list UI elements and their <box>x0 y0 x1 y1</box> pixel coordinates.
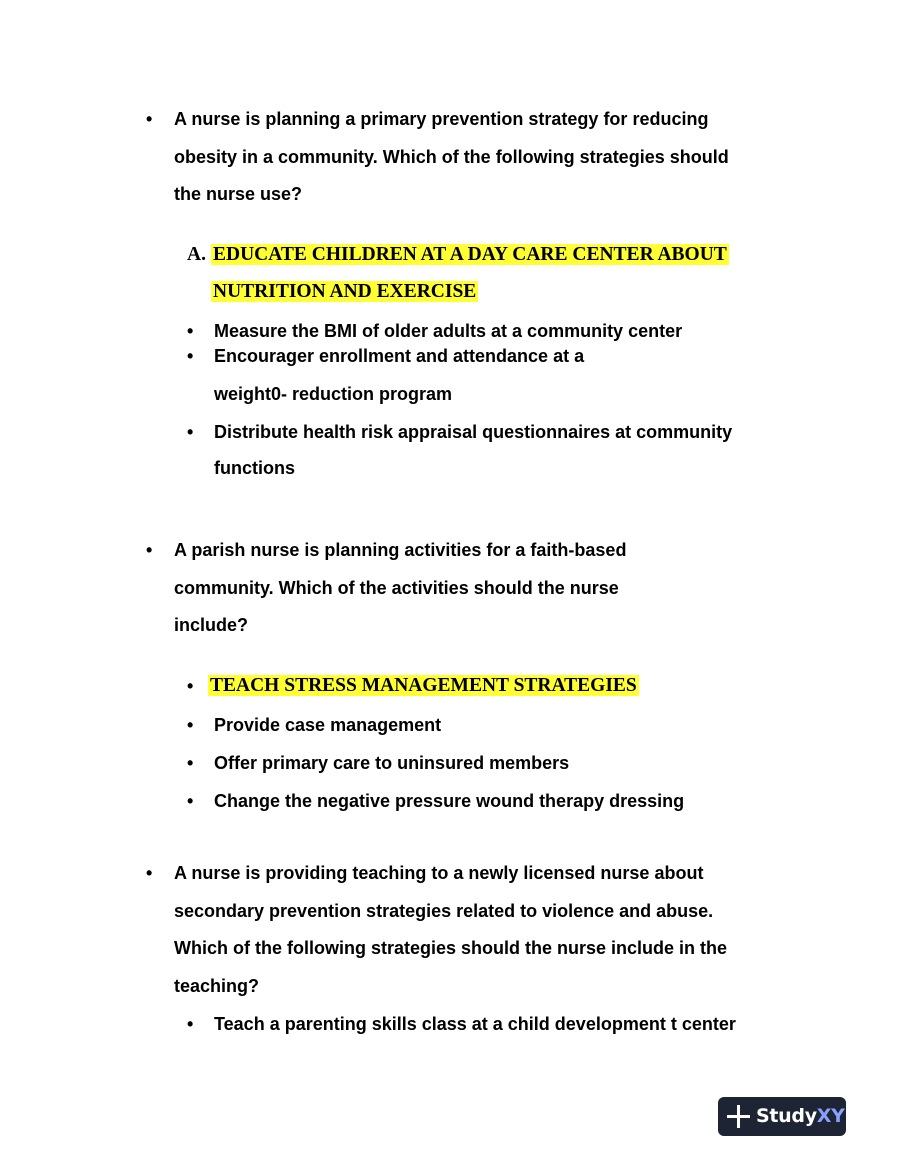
question-1-line-1: A nurse is planning a primary prevention strategy for reducing <box>174 109 709 129</box>
bullet: • <box>187 346 194 366</box>
answer-marker: A. <box>187 244 206 265</box>
plus-icon <box>727 1105 750 1128</box>
answer-1-line-2: NUTRITION AND EXERCISE <box>213 281 477 302</box>
option-1-2-line-1: Encourager enrollment and attendance at a <box>214 346 585 366</box>
bullet: • <box>187 422 194 442</box>
answer-2: TEACH STRESS MANAGEMENT STRATEGIES <box>210 675 637 696</box>
logo-text <box>756 1104 845 1128</box>
question-2-line-1: A parish nurse is planning activities for a faith-based <box>174 540 627 560</box>
option-1-3-line-2: functions <box>214 458 295 478</box>
bullet: • <box>187 321 194 341</box>
logo-name: Study <box>756 1105 817 1127</box>
option-2-2: Offer primary care to uninsured members <box>214 753 570 773</box>
bullet: • <box>187 676 194 696</box>
option-1-1: Measure the BMI of older adults at a community center <box>214 321 683 341</box>
question-2-line-3: include? <box>174 615 249 635</box>
bullet: • <box>187 791 194 811</box>
bullet: • <box>187 715 194 735</box>
question-3-line-4: teaching? <box>174 976 260 996</box>
bullet: • <box>146 109 153 129</box>
question-2-line-2: community. Which of the activities should the nurse <box>174 578 619 598</box>
question-1-line-3: the nurse use? <box>174 184 303 204</box>
bullet: • <box>146 863 153 883</box>
answer-1-line-1: EDUCATE CHILDREN AT A DAY CARE CENTER ABOUT <box>213 244 727 265</box>
option-1-2-line-2: weight0- reduction program <box>214 384 453 404</box>
question-3-line-1: A nurse is providing teaching to a newly licensed nurse about <box>174 863 704 883</box>
option-2-1: Provide case management <box>214 715 442 735</box>
bullet: • <box>146 540 153 560</box>
studyxy-logo[interactable] <box>718 1097 846 1136</box>
question-3-line-3: Which of the following strategies should the nurse include in the <box>174 938 728 958</box>
question-3-line-2: secondary prevention strategies related to violence and abuse. <box>174 901 714 921</box>
bullet: • <box>187 753 194 773</box>
bullet: • <box>187 1014 194 1034</box>
question-1-line-2: obesity in a community. Which of the following strategies should <box>174 147 729 167</box>
logo-suffix: XY <box>816 1105 845 1127</box>
option-3-1: Teach a parenting skills class at a child development t center <box>214 1014 736 1034</box>
option-2-3: Change the negative pressure wound therapy dressing <box>214 791 685 811</box>
option-1-3-line-1: Distribute health risk appraisal questionnaires at community <box>214 422 733 442</box>
